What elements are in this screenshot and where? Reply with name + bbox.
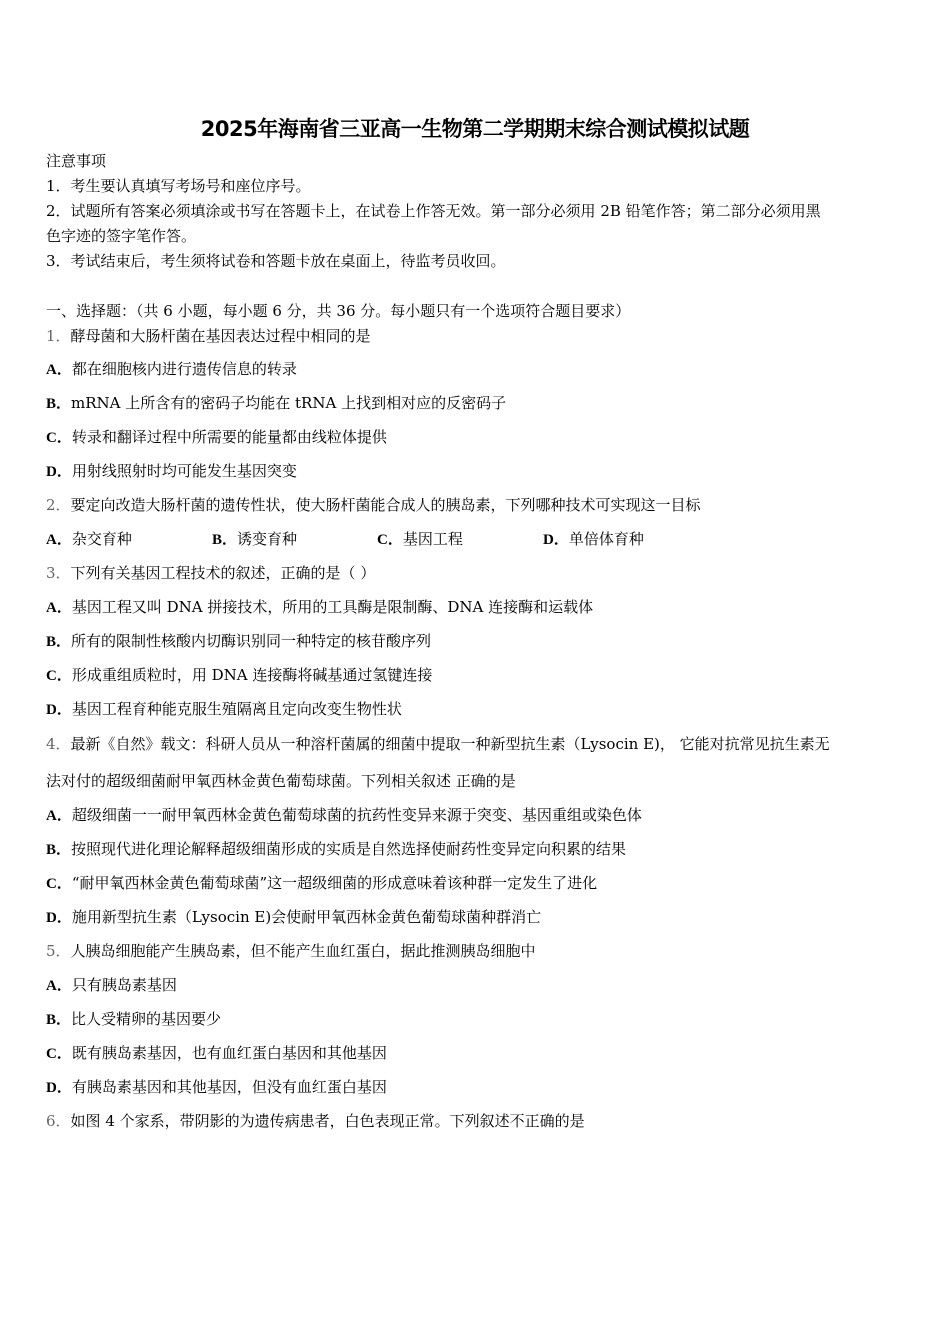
option-text: 基因工程育种能克服生殖隔离且定向改变生物性状 (71, 700, 402, 718)
option-label: B． (46, 1012, 72, 1028)
option-text: 只有胰岛素基因 (71, 976, 177, 994)
option-d (46, 461, 297, 482)
option-text: “耐甲氧西林金黄色葡萄球菌”这一超级细菌的形成意味着该种群一定发生了进化 (71, 874, 598, 892)
question-4 (46, 734, 830, 754)
option-text: 所有的限制性核酸内切酶识别同一种特定的核苷酸序列 (71, 632, 432, 650)
option-label: C． (46, 668, 72, 684)
question-number: 2． (46, 496, 71, 514)
question-6 (46, 1111, 585, 1131)
option-a (46, 975, 177, 996)
option-label: B． (46, 634, 72, 650)
option-text: 都在细胞核内进行遗传信息的转录 (71, 360, 297, 378)
option-label: D． (543, 532, 569, 548)
option-text: 按照现代进化理论解释超级细菌形成的实质是自然选择使耐药性变异定向积累的结果 (71, 840, 627, 858)
option-c (46, 1043, 387, 1064)
question-stem: 人胰岛细胞能产生胰岛素，但不能产生血红蛋白，据此推测胰岛细胞中 (70, 942, 536, 960)
question-number: 3． (46, 564, 71, 582)
option-text: mRNA 上所含有的密码子均能在 tRNA 上找到相对应的反密码子 (71, 394, 507, 412)
option-text: 形成重组质粒时，用 DNA 连接酶将碱基通过氢键连接 (71, 666, 433, 684)
option-label: D． (46, 1080, 72, 1096)
option-b (212, 529, 297, 550)
notice-item: 1．考生要认真填写考场号和座位序号。 (46, 177, 311, 195)
option-label: C． (46, 430, 72, 446)
option-label: A． (46, 978, 72, 994)
page-title: 2025年海南省三亚高一生物第二学期期末综合测试模拟试题 (200, 117, 750, 141)
question-2 (46, 495, 701, 515)
notice-item: 3．考试结束后，考生须将试卷和答题卡放在桌面上，待监考员收回。 (46, 252, 506, 270)
option-text: 转录和翻译过程中所需要的能量都由线粒体提供 (71, 428, 387, 446)
option-b (46, 839, 626, 860)
question-stem: 下列有关基因工程技术的叙述，正确的是（ ） (70, 564, 376, 582)
option-c (46, 665, 432, 686)
question-number: 1． (46, 327, 71, 345)
question-stem: 要定向改造大肠杆菌的遗传性状，使大肠杆菌能合成人的胰岛素，下列哪种技术可实现这一目标 (70, 496, 701, 514)
option-a (46, 805, 642, 826)
option-label: A． (46, 532, 72, 548)
option-b (46, 631, 431, 652)
option-label: B． (46, 842, 72, 858)
option-label: D． (46, 464, 72, 480)
option-d (46, 699, 402, 720)
option-b (46, 393, 506, 414)
option-label: C． (46, 1046, 72, 1062)
question-number: 5． (46, 942, 71, 960)
notice-heading: 注意事项 (46, 152, 107, 170)
option-c (377, 529, 463, 550)
option-d (46, 1077, 387, 1098)
option-label: C． (46, 876, 72, 892)
option-label: B． (46, 396, 72, 412)
option-b (46, 1009, 221, 1030)
option-label: A． (46, 362, 72, 378)
option-d (543, 529, 644, 550)
question-stem: 酵母菌和大肠杆菌在基因表达过程中相同的是 (70, 327, 371, 345)
option-text: 杂交育种 (71, 530, 132, 548)
question-5 (46, 941, 536, 961)
option-d (46, 907, 541, 928)
option-text: 诱变育种 (237, 530, 298, 548)
question-1 (46, 326, 371, 346)
option-text: 单倍体育种 (568, 530, 644, 548)
option-text: 比人受精卵的基因要少 (71, 1010, 222, 1028)
option-a (46, 597, 593, 618)
option-label: A． (46, 600, 72, 616)
option-label: C． (377, 532, 403, 548)
question-number: 6． (46, 1112, 71, 1130)
notice-item: 色字迹的签字笔作答。 (46, 227, 197, 245)
option-text: 基因工程 (402, 530, 463, 548)
option-c (46, 427, 387, 448)
option-label: A． (46, 808, 72, 824)
option-text: 有胰岛素基因和其他基因，但没有血红蛋白基因 (71, 1078, 387, 1096)
option-text: 施用新型抗生素（Lysocin E)会使耐甲氧西林金黄色葡萄球菌种群消亡 (71, 908, 542, 926)
option-text: 既有胰岛素基因，也有血红蛋白基因和其他基因 (71, 1044, 387, 1062)
option-label: B． (212, 532, 238, 548)
option-a (46, 529, 132, 550)
option-text: 超级细菌一一耐甲氧西林金黄色葡萄球菌的抗药性变异来源于突变、基因重组或染色体 (71, 806, 642, 824)
notice-item: 2．试题所有答案必须填涂或书写在答题卡上，在试卷上作答无效。第一部分必须用 2B 铅笔作答；第二部分必须用黑 (46, 202, 821, 220)
option-a (46, 359, 297, 380)
section-heading: 一、选择题：（共 6 小题，每小题 6 分，共 36 分。每小题只有一个选项符合题目要求） (46, 302, 631, 320)
option-text: 用射线照射时均可能发生基因突变 (71, 462, 297, 480)
option-label: D． (46, 702, 72, 718)
question-stem-continued: 法对付的超级细菌耐甲氧西林金黄色葡萄球菌。下列相关叙述 正确的是 (46, 772, 516, 790)
option-text: 基因工程又叫 DNA 拼接技术，所用的工具酶是限制酶、DNA 连接酶和运载体 (71, 598, 594, 616)
option-c (46, 873, 597, 894)
question-stem: 如图 4 个家系，带阴影的为遗传病患者，白色表现正常。下列叙述不正确的是 (70, 1112, 585, 1130)
option-label: D． (46, 910, 72, 926)
question-3 (46, 563, 375, 583)
question-number: 4． (46, 735, 71, 753)
question-stem: 最新《自然》载文：科研人员从一种溶杆菌属的细菌中提取一种新型抗生素（Lysocin E)， 它能对抗常见抗生素无 (70, 735, 830, 753)
